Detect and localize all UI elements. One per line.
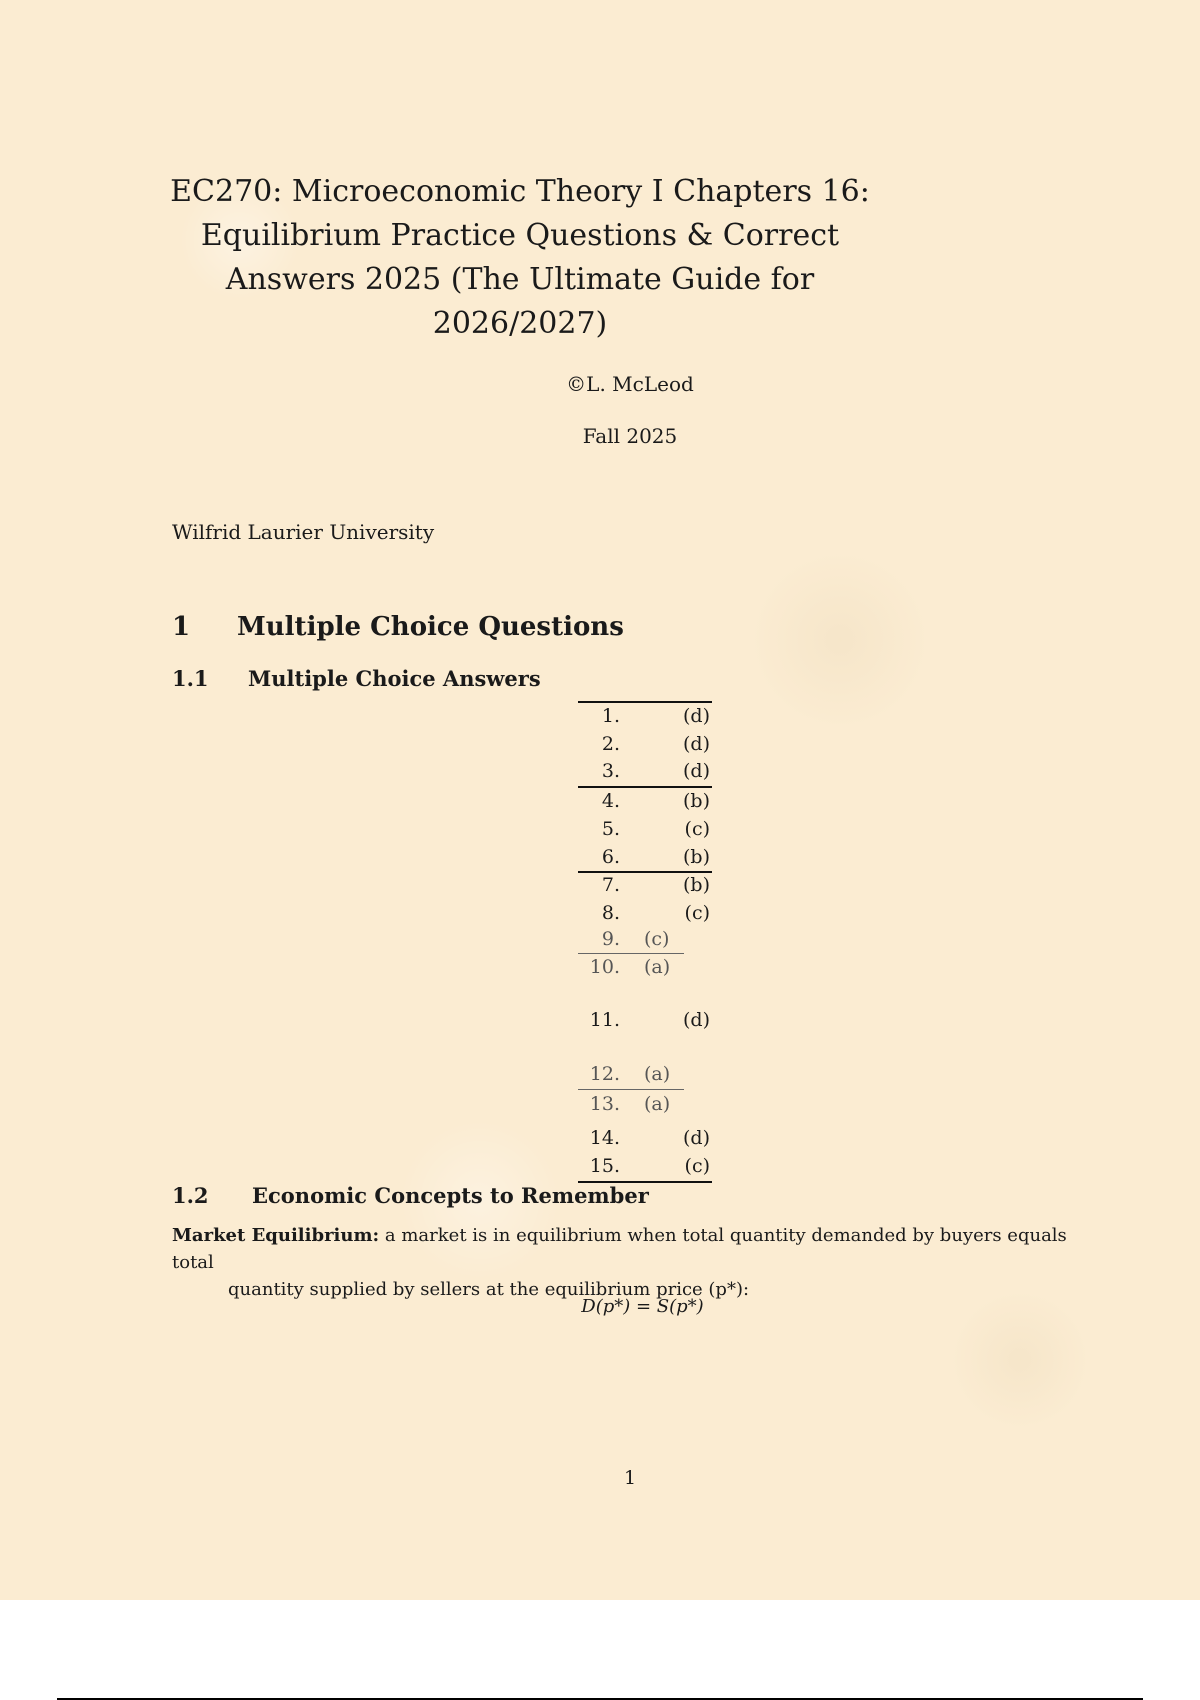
answer-letter: (d): [683, 760, 710, 782]
answer-letter: (b): [683, 874, 710, 896]
answer-number: 13.: [589, 1093, 620, 1115]
answer-letter: (c): [644, 928, 670, 950]
answer-number: 2.: [601, 733, 620, 755]
answer-letter: (c): [684, 1155, 710, 1177]
answer-row: [578, 702, 712, 730]
subsection-number: 1.2: [172, 1183, 209, 1208]
answer-row: [578, 899, 712, 927]
answer-number: 3.: [601, 760, 620, 782]
answer-number: 7.: [601, 874, 620, 896]
answer-number: 8.: [601, 902, 620, 924]
answer-letter: (b): [683, 846, 710, 868]
answer-number: 6.: [601, 846, 620, 868]
answer-letter: (a): [644, 956, 671, 978]
concept-text-line1: a market is in equilibrium when total quantity demanded by buyers equals total: [172, 1225, 1067, 1273]
answer-row: [578, 757, 712, 785]
answer-number: 9.: [601, 928, 620, 950]
answer-letter: (b): [683, 790, 710, 812]
answer-number: 14.: [589, 1127, 620, 1149]
answer-row: [578, 1124, 712, 1152]
answer-letter: (d): [683, 733, 710, 755]
answer-letter: (c): [684, 818, 710, 840]
document-title: EC270: Microeconomic Theory I Chapters 16: Equilibrium Practice Questions & Correct Answers 2025 (The Ultimate Guide for 2026/2027): [170, 174, 870, 341]
section-title: Multiple Choice Questions: [237, 612, 624, 642]
answer-row: [578, 1090, 712, 1118]
answer-letter: (d): [683, 705, 710, 727]
answer-row: [578, 1060, 712, 1088]
answer-number: 4.: [601, 790, 620, 812]
answer-number: 11.: [589, 1009, 620, 1031]
answer-row: [578, 953, 712, 981]
answer-number: 5.: [601, 818, 620, 840]
answer-letter: (c): [684, 902, 710, 924]
answer-row: [578, 815, 712, 843]
answer-number: 1.: [601, 705, 620, 727]
subsection-title: Multiple Choice Answers: [248, 666, 541, 691]
author-line: ©L. McLeod: [566, 372, 694, 396]
answer-letter: (d): [683, 1127, 710, 1149]
concept-definition: [172, 1222, 1092, 1303]
equilibrium-formula: D(p*) = S(p*): [581, 1296, 704, 1317]
answer-number: 10.: [589, 956, 620, 978]
answer-row: [578, 1006, 712, 1034]
answer-row: [578, 925, 712, 953]
answer-row: [578, 730, 712, 758]
answer-number: 15.: [589, 1155, 620, 1177]
subsection-title: Economic Concepts to Remember: [252, 1183, 649, 1208]
subsection-number: 1.1: [172, 666, 209, 691]
concept-term: Market Equilibrium:: [172, 1225, 380, 1246]
answer-row: [578, 787, 712, 815]
answer-row: [578, 843, 712, 871]
concept-text-line2: quantity supplied by sellers at the equilibrium price (p*):: [228, 1279, 750, 1300]
institution: Wilfrid Laurier University: [172, 520, 435, 544]
answer-number: 12.: [589, 1063, 620, 1085]
answer-letter: (d): [683, 1009, 710, 1031]
term-line: Fall 2025: [582, 424, 678, 448]
answer-row: [578, 871, 712, 899]
answer-row: [578, 1152, 712, 1180]
answer-letter: (a): [644, 1093, 671, 1115]
section-number: 1: [172, 612, 191, 642]
page-number: 1: [623, 1467, 637, 1489]
answer-letter: (a): [644, 1063, 671, 1085]
